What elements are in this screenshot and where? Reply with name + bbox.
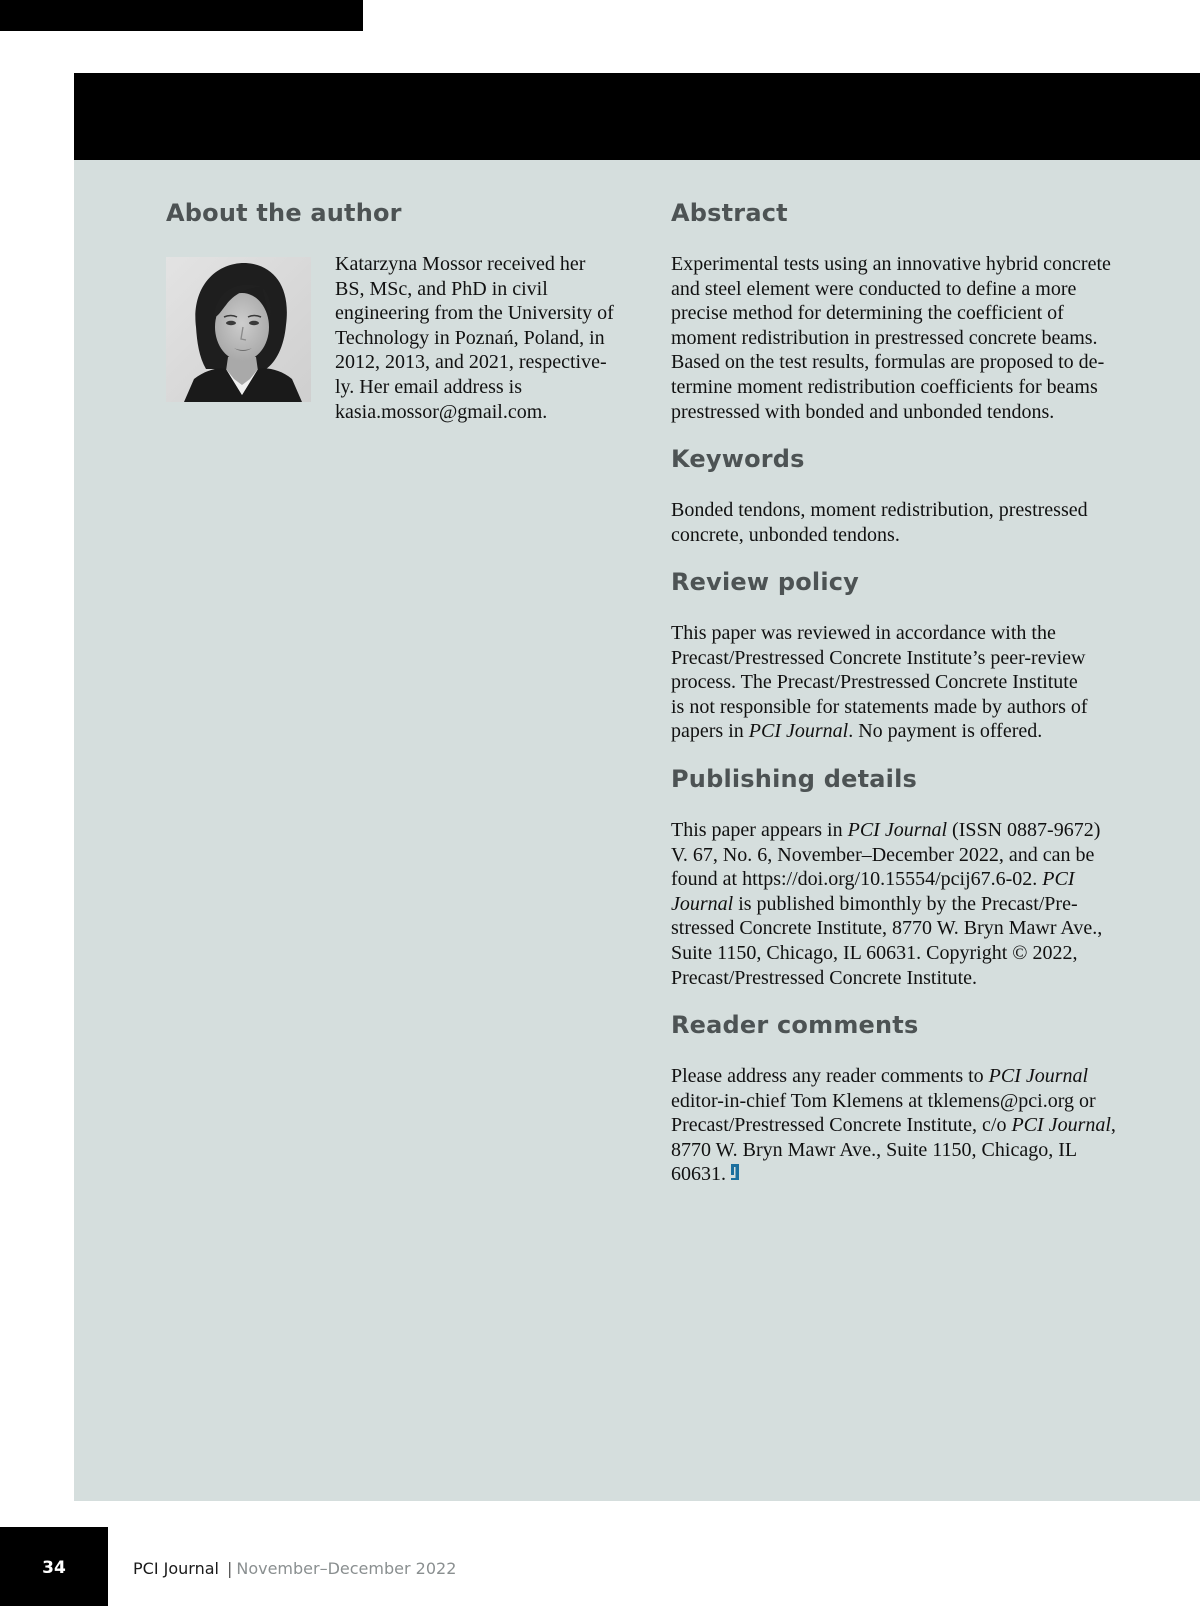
- abstract-line: Based on the test results, formulas are proposed to de-: [671, 351, 1105, 374]
- author-bio: [335, 252, 635, 424]
- review-line: Precast/Prestressed Concrete Institute’s peer-review: [671, 646, 1086, 669]
- bio-line-email: kasia.mossor@gmail.com.: [335, 400, 548, 423]
- publishing-text: (ISSN 0887-9672): [947, 819, 1101, 841]
- review-line: This paper was reviewed in accordance with the: [671, 622, 1056, 644]
- publishing-text: is published bimonthly by the Precast/Pre-: [733, 892, 1078, 915]
- publishing-line: Suite 1150, Chicago, IL 60631. Copyright © 2022,: [671, 941, 1078, 964]
- keywords-line: concrete, unbonded tendons.: [671, 523, 900, 546]
- comments-text: Precast/Prestressed Concrete Institute, c/o: [671, 1114, 1012, 1137]
- reader-comments-heading: Reader comments: [671, 1011, 919, 1039]
- comments-line: editor-in-chief Tom Klemens at tklemens@pci.org or: [671, 1089, 1096, 1112]
- bio-line: Katarzyna Mossor received her: [335, 253, 586, 275]
- publishing-line: Precast/Prestressed Concrete Institute.: [671, 966, 978, 989]
- bio-line: engineering from the University of: [335, 302, 614, 325]
- publishing-line: [671, 892, 1151, 917]
- bio-line: 2012, 2013, and 2021, respective-: [335, 351, 607, 374]
- publishing-line: stressed Concrete Institute, 8770 W. Bryn Mawr Ave.,: [671, 917, 1103, 940]
- bio-line: BS, MSc, and PhD in civil: [335, 277, 548, 300]
- abstract-line: precise method for determining the coefficient of: [671, 302, 1064, 325]
- header-band: [74, 73, 1200, 160]
- abstract-line: termine moment redistribution coefficients for beams: [671, 375, 1098, 398]
- about-author-heading: About the author: [166, 199, 402, 227]
- review-text: papers in: [671, 720, 749, 743]
- comments-text: 60631.: [671, 1163, 726, 1186]
- bio-line: Technology in Poznań, Poland, in: [335, 326, 605, 349]
- bio-line: ly. Her email address is: [335, 375, 522, 398]
- comments-line: [671, 1162, 1151, 1187]
- review-policy-body: [671, 621, 1141, 744]
- comments-text: ,: [1110, 1114, 1116, 1137]
- comments-line: 8770 W. Bryn Mawr Ave., Suite 1150, Chicago, IL: [671, 1138, 1078, 1161]
- footer-journal: PCI Journal: [133, 1559, 219, 1578]
- review-text: . No payment is offered.: [848, 720, 1043, 743]
- author-photo: [166, 257, 311, 402]
- pcij-end-mark-icon: [730, 1163, 740, 1181]
- journal-title: Journal: [671, 892, 734, 915]
- comments-line: [671, 1113, 1151, 1138]
- abstract-line: moment redistribution in prestressed concrete beams.: [671, 326, 1098, 349]
- journal-title: PCI Journal: [847, 819, 948, 841]
- abstract-line: prestressed with bonded and unbonded tendons.: [671, 400, 1055, 423]
- publishing-text: This paper appears in: [671, 819, 848, 841]
- footer-running-title: [133, 1559, 456, 1578]
- journal-title: PCI Journal: [748, 720, 849, 743]
- review-line: process. The Precast/Prestressed Concrete Institute: [671, 671, 1078, 694]
- publishing-details-heading: Publishing details: [671, 765, 917, 793]
- review-line: is not responsible for statements made by authors of: [671, 695, 1088, 718]
- abstract-line: Experimental tests using an innovative hybrid concrete: [671, 253, 1111, 275]
- publishing-line: V. 67, No. 6, November–December 2022, and can be: [671, 843, 1095, 866]
- comments-line: [671, 1064, 1151, 1089]
- keywords-body: [671, 498, 1141, 547]
- keywords-line: Bonded tendons, moment redistribution, prestressed: [671, 499, 1088, 521]
- abstract-body: [671, 252, 1141, 424]
- journal-title: PCI Journal: [988, 1065, 1089, 1087]
- footer-date: November–December 2022: [236, 1559, 457, 1578]
- abstract-line: and steel element were conducted to define a more: [671, 277, 1077, 300]
- author-portrait-image: [166, 257, 311, 402]
- footer-separator: |: [226, 1559, 233, 1578]
- top-black-tab: [0, 0, 363, 31]
- review-line: [671, 719, 1141, 744]
- publishing-text: found at https://doi.org/10.15554/pcij67.6-02.: [671, 868, 1043, 891]
- keywords-heading: Keywords: [671, 445, 805, 473]
- reader-comments-body: [671, 1064, 1151, 1187]
- publishing-line: [671, 818, 1151, 843]
- review-policy-heading: Review policy: [671, 568, 860, 596]
- publishing-line: [671, 867, 1151, 892]
- page-number: 34: [42, 1558, 66, 1578]
- journal-title: PCI Journal: [1011, 1114, 1111, 1137]
- comments-text: Please address any reader comments to: [671, 1065, 989, 1087]
- journal-title: PCI: [1042, 868, 1075, 891]
- abstract-heading: Abstract: [671, 199, 788, 227]
- publishing-details-body: [671, 818, 1151, 990]
